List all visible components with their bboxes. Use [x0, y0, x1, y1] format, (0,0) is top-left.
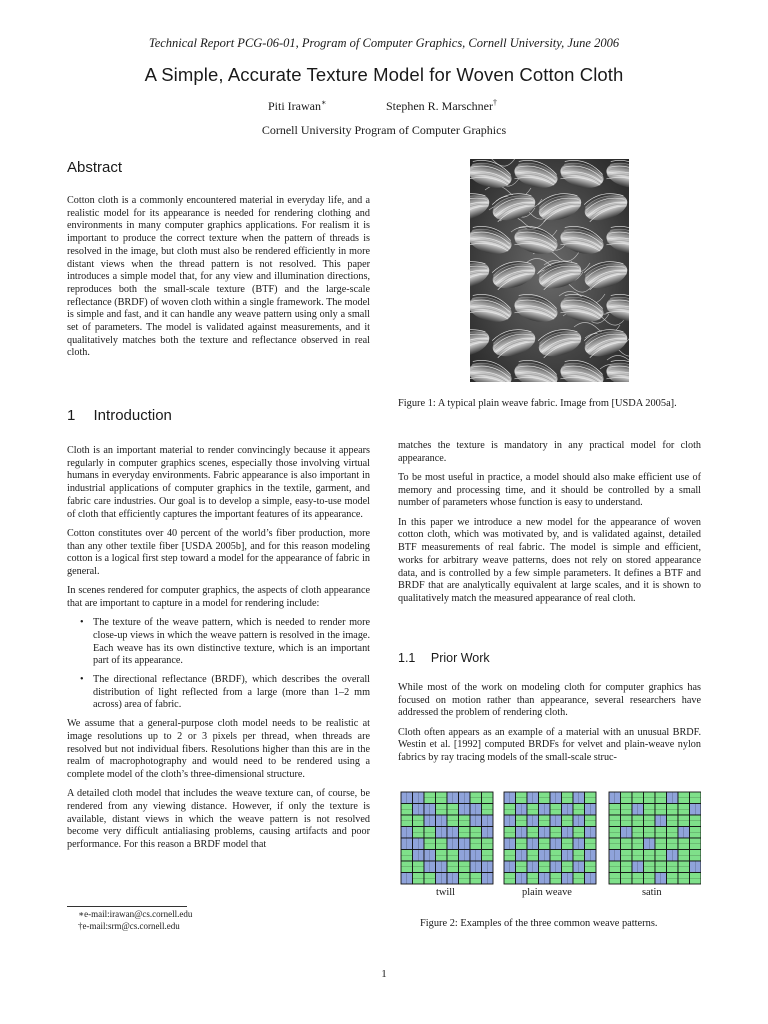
author-1-name: Piti Irawan: [268, 99, 321, 113]
aspects-bullet-texture: • The texture of the weave pattern, which is needed to render more close-up views in which the weave pattern is resolved in the image. Each weave has its own distinctive texture, which is an important part of its appearance.: [93, 617, 370, 668]
satin-pattern: [609, 792, 701, 884]
affiliation: Cornell University Program of Computer Graphics: [261, 123, 507, 137]
twill-pattern: [401, 792, 493, 884]
intro-paragraph-5: A detailed cloth model that includes the weave texture can, of course, be rendered from any viewing distance. However, if only the texture is available, distant views in which the weave pattern is not resolved become very difficult antialiasing problems, causing artifacts and poor performance. For this reason a BRDF model that: [67, 788, 370, 851]
author-2-name: Stephen R. Marschner: [386, 99, 493, 113]
aspects-bullet-brdf: • The directional reflectance (BRDF), which describes the overall distribution of light reflected from a large (more than 1–2 mm across) area of fabric.: [93, 674, 370, 712]
author-2: [386, 98, 497, 114]
prior-work-number: 1.1: [398, 651, 416, 665]
intro-paragraph-7: To be most useful in practice, a model should also make efficient use of memory and processing time, and it should be controlled by a small number of parameters whose function is easy to understand.: [398, 472, 701, 509]
paper-title: A Simple, Accurate Texture Model for Woven Cotton Cloth: [144, 64, 624, 85]
footnote-2: †e-mail:srm@cs.cornell.edu: [78, 920, 180, 931]
abstract-body: [67, 195, 370, 367]
prior-work-body: [398, 682, 701, 771]
abstract-heading: Abstract: [67, 159, 123, 176]
left-column: [67, 445, 370, 858]
prior-work-title: Prior Work: [430, 651, 490, 665]
fabric-micrograph: [470, 159, 629, 382]
footnote-rule: [67, 906, 187, 907]
intro-heading: [67, 407, 172, 424]
intro-paragraph-6: matches the texture is mandatory in any practical model for cloth appearance.: [398, 440, 701, 464]
figure-2-caption: Figure 2: Examples of the three common weave patterns.: [420, 918, 658, 929]
intro-title: Introduction: [93, 407, 172, 424]
page-number: 1: [381, 968, 387, 980]
intro-paragraph-2: Cotton constitutes over 40 percent of the world’s fiber production, more than any other textile fiber [USDA 2005b], and for this reason modeling cotton is a logical first step toward a model for the appearance of fabric in general.: [67, 527, 370, 577]
intro-paragraph-1: Cloth is an important material to render convincingly because it appears regularly in computer graphics scenes, especially those involving virtual humans in everyday environments. Fabric appearance is also important in industrial applications of computer graphics in the textile, garment, and fabric care industries. Our goal is to develop a simple, easy-to-use model of cloth that efficiently captures the important features of its appearance.: [67, 445, 370, 520]
intro-number: 1: [67, 407, 76, 424]
prior-paragraph-1: While most of the work on modeling cloth for computer graphics has focused on motion rather than appearance, several researchers have addressed the problem of rendering cloth.: [398, 682, 701, 719]
figure-1-caption: Figure 1: A typical plain weave fabric. Image from [USDA 2005a].: [398, 398, 677, 409]
plain-weave-pattern: [504, 792, 596, 884]
intro-paragraph-8: In this paper we introduce a new model for the appearance of woven cotton cloth, which was motivated by, and is validated against, detailed BTF measurements of real fabric. The model is simple and efficient, works for arbitrary weave patterns, does not rely on stored appearance data, and is controlled by a few simple parameters. It defines a BTF and BRDF that are analytically equivalent at large scales, and it is shown to qualitatively match the measured appearance of real cloth.: [398, 516, 701, 604]
twill-label: twill: [436, 887, 456, 898]
author-1-mark: ∗: [321, 98, 327, 107]
report-header: Technical Report PCG-06-01, Program of Computer Graphics, Cornell University, June 2006: [148, 36, 620, 50]
author-1: [268, 98, 326, 114]
weave-patterns-figure: [398, 788, 701, 886]
right-column: [398, 440, 701, 612]
intro-paragraph-4: We assume that a general-purpose cloth model needs to be realistic at image resolutions up to 2 or 3 pixels per thread, when threads are resolved but not individual fibers. Resolutions higher than this are in the realm of macrophotography and would need to be rendered using a complete model of the cloth’s three-dimensional structure.: [67, 718, 370, 780]
plain-weave-label: plain weave: [522, 887, 572, 898]
abstract-text: Cotton cloth is a commonly encountered material in everyday life, and a realistic model for its appearance is needed for rendering clothing and environments in many computer graphics applications. For realism it is important to produce the correct texture when the pattern of threads is resolved in the image, but cloth must also be rendered efficiently in more distant views when the thread pattern is not resolved. This paper introduces a simple model that, for any view and illumination directions, reproduces both the small-scale texture (BTF) and the large-scale reflectance (BRDF) of woven cloth within a single framework. The model is simple and fast, and it can handle any weave pattern using only a small set of parameters. The model is validated against measurements, and it qualitatively matches both the texture and reflectance observed in real cloth.: [67, 195, 370, 359]
intro-paragraph-3: In scenes rendered for computer graphics, the aspects of cloth appearance that are important to capture in a model for rendering include:: [67, 585, 370, 609]
author-2-mark: †: [492, 98, 497, 107]
aspects-list: [67, 617, 370, 712]
footnote-1: ∗e-mail:irawan@cs.cornell.edu: [78, 909, 193, 919]
footnotes: [78, 909, 192, 932]
satin-label: satin: [642, 887, 662, 898]
prior-paragraph-2: Cloth often appears as an example of a material with an unusual BRDF. Westin et al. [1992] computed BRDFs for velvet and plain-weave nylon fabrics by ray tracing models of the small-scale struc-: [398, 726, 701, 764]
prior-work-heading: [398, 651, 490, 665]
